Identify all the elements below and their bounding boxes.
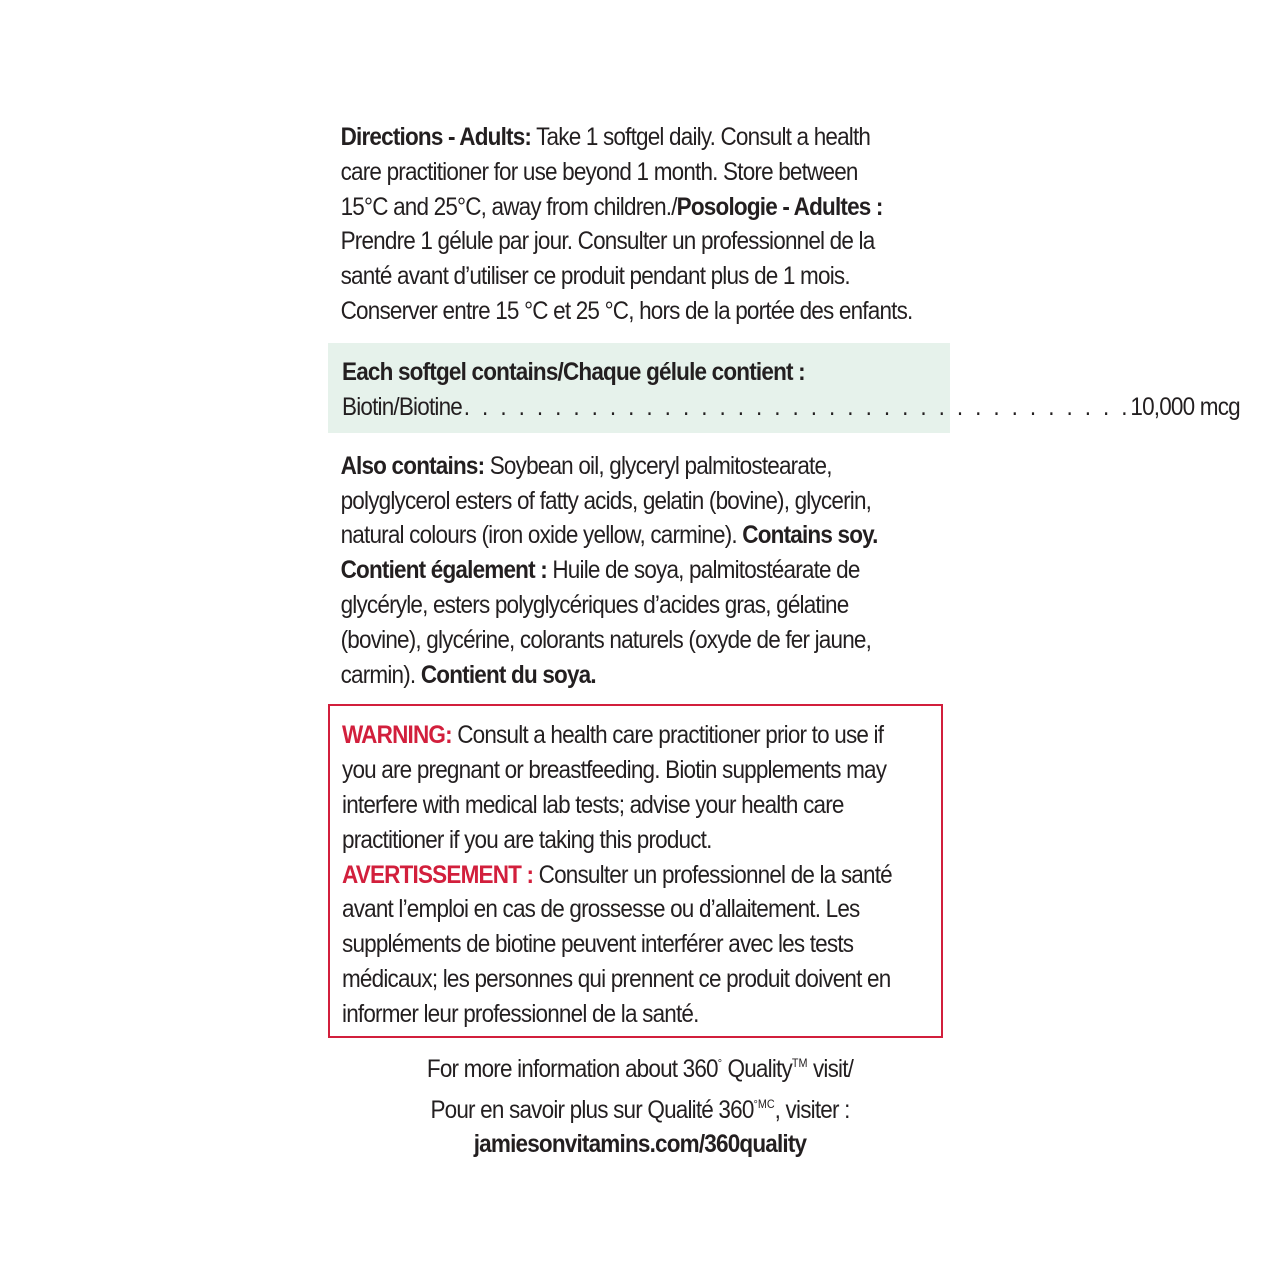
footer-line-fr: Pour en savoir plus sur Qualité $360^{^\circ MC}$, visiter :: [430, 1095, 850, 1124]
directions-line: Prendre 1 gélule par jour. Consulter un professionnel de la: [340, 227, 875, 256]
directions-heading-en: Directions - Adults:: [340, 123, 532, 151]
medicinal-ingredients-box: [328, 343, 1240, 433]
warning-line: [342, 718, 963, 753]
directions-line: Conserver entre 15 °C et 25 °C, hors de la portée des enfants.: [340, 296, 913, 325]
warning-line: avant l’emploi en cas de grossesse ou d’allaitement. Les: [342, 895, 860, 924]
warning-heading-en: WARNING:: [342, 721, 452, 750]
website-link[interactable]: jamiesonvitamins.com/360quality: [473, 1130, 807, 1158]
warning-line: interfere with medical lab tests; advise your health care: [342, 790, 844, 819]
also-line: [341, 658, 962, 693]
also-text: Huile de soya, palmitostéarate de: [546, 556, 860, 585]
non-medicinal-ingredients: [328, 449, 962, 693]
directions-heading-fr: Posologie - Adultes :: [676, 192, 883, 221]
medicinal-ingredients: [342, 355, 1240, 425]
ingredient-amount: 10,000 mcg: [1130, 392, 1240, 421]
warning-body: Consulter un professionnel de la santé: [533, 860, 892, 889]
warning-heading-fr: AVERTISSEMENT :: [342, 860, 534, 889]
also-line: (bovine), glycérine, colorants naturels (oxyde de fer jaune,: [340, 625, 872, 654]
warning-body: Consult a health care practitioner prior to use if: [451, 721, 884, 750]
directions-text: 15°C and 25°C, away from children./: [340, 192, 677, 221]
directions-section: [328, 120, 962, 329]
footer-line-en: For more information about 360° Quality™ visit/: [426, 1055, 854, 1083]
also-text: carmin).: [340, 660, 421, 689]
warning-line: suppléments de biotine peuvent interférer avec les tests: [342, 930, 854, 959]
contains-soy-fr: Contient du soya.: [420, 660, 596, 689]
dot-leader: . . . . . . . . . . . . . . . . . . . . . . . . . . . . . . . . . . . . .: [463, 392, 1131, 421]
warning-text: [342, 718, 963, 1031]
ingredients-heading: Each softgel contains/Chaque gélule contient :: [342, 357, 805, 386]
also-line: [341, 449, 962, 484]
directions-line: [341, 120, 962, 155]
product-label: [328, 120, 1240, 1038]
also-line: polyglycerol esters of fatty acids, gelatin (bovine), glycerin,: [340, 486, 872, 515]
also-text: natural colours (iron oxide yellow, carmine).: [340, 521, 743, 550]
warning-line: [342, 858, 963, 893]
warning-line: informer leur professionnel de la santé.: [342, 999, 699, 1028]
also-heading-fr: Contient également :: [340, 556, 547, 585]
also-heading-en: Also contains:: [340, 451, 485, 480]
ingredient-row: [342, 390, 1240, 425]
warning-line: you are pregnant or breastfeeding. Biotin supplements may: [342, 756, 887, 785]
warning-box: [328, 704, 943, 1038]
directions-text: Take 1 softgel daily. Consult a health: [531, 123, 871, 151]
warning-line: médicaux; les personnes qui prennent ce produit doivent en: [342, 964, 891, 993]
also-text: Soybean oil, glyceryl palmitostearate,: [484, 451, 832, 480]
ingredient-name: Biotin/Biotine: [342, 392, 462, 421]
also-line: [341, 553, 962, 588]
quality-footer: [0, 1046, 1280, 1162]
contains-soy-en: Contains soy.: [742, 521, 878, 550]
warning-line: practitioner if you are taking this product.: [342, 825, 712, 854]
directions-line: santé avant d’utiliser ce produit pendant plus de 1 mois.: [340, 262, 850, 291]
also-line: glycéryle, esters polyglycériques d’acides gras, gélatine: [340, 590, 849, 619]
also-line: [341, 518, 962, 553]
directions-line: care practitioner for use beyond 1 month. Store between: [340, 157, 858, 186]
directions-line: [341, 190, 962, 225]
